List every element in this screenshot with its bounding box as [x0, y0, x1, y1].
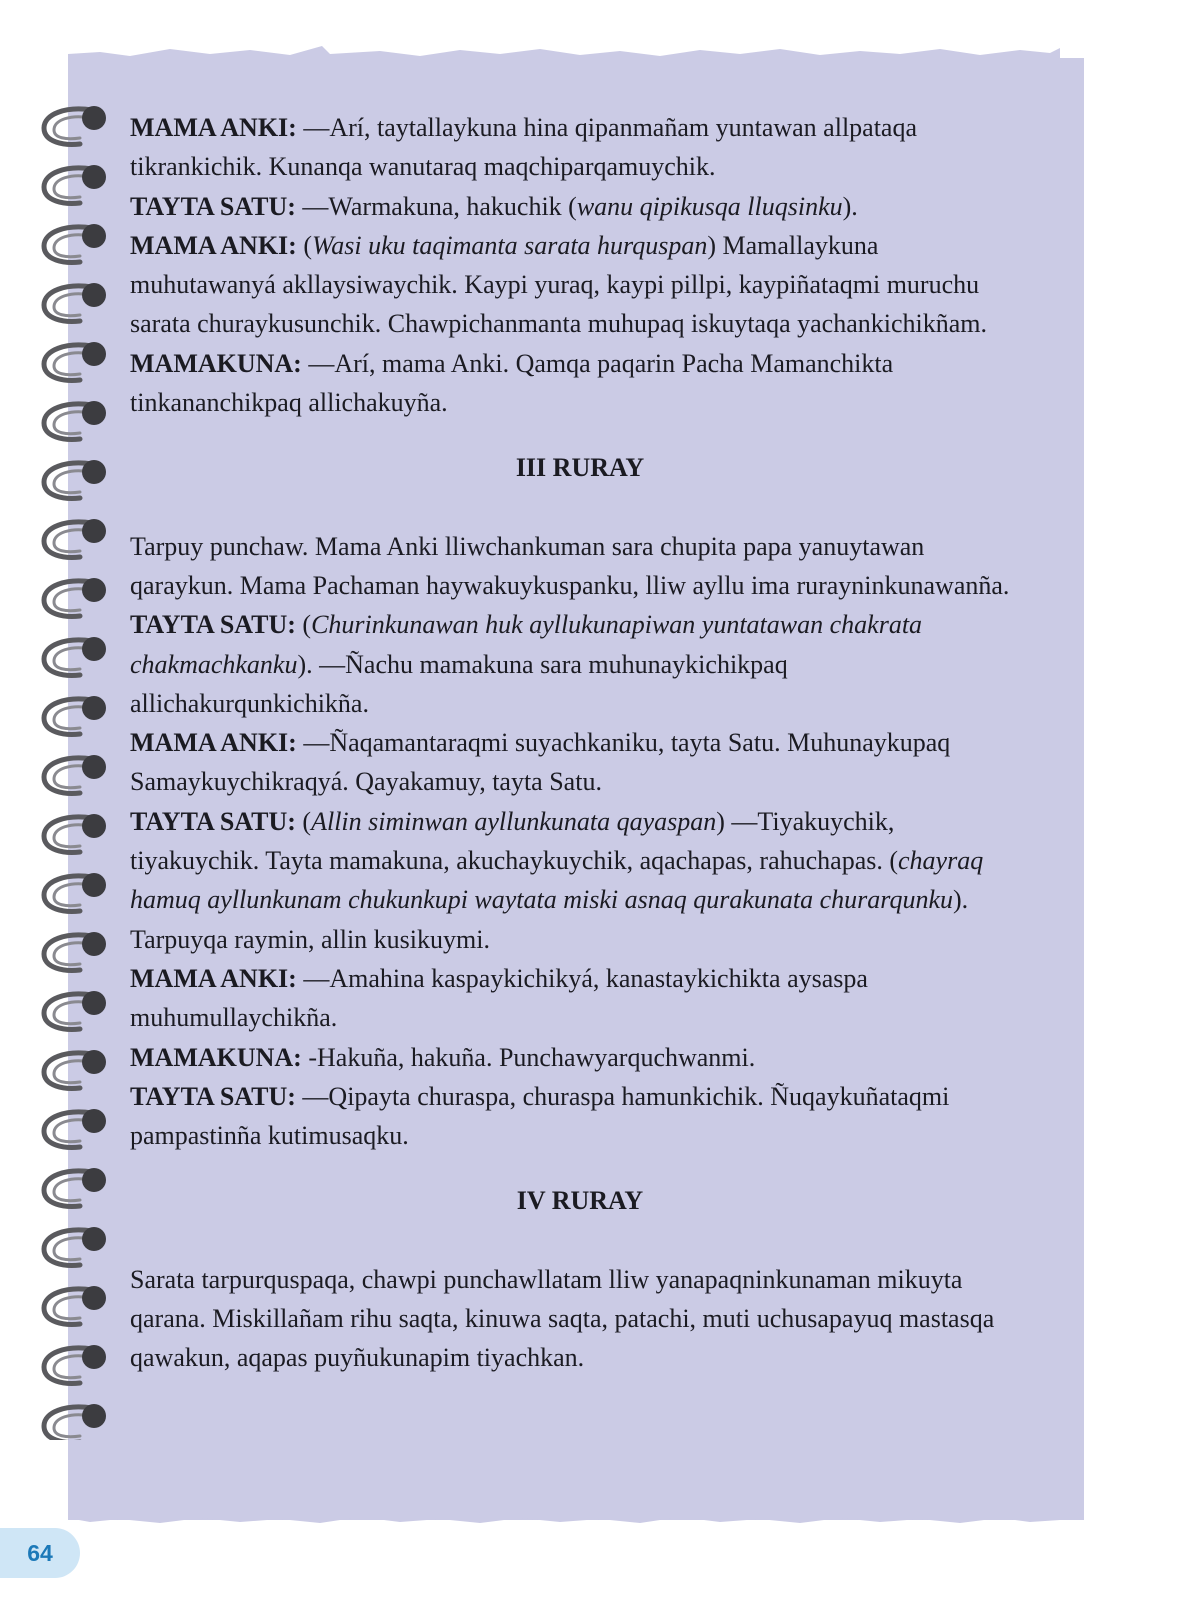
stage-direction: Tarpuy punchaw. Mama Anki lliwchankuman sara chupita papa yanuytawan qaraykun. Mama Pachaman haywakuykuspanku, lliw ayllu ima rurayninkunawanña. — [130, 531, 1010, 600]
dialogue-line — [130, 226, 1030, 344]
spiral-ring-icon — [44, 342, 106, 380]
dialogue-line — [130, 959, 1030, 1038]
spiral-ring-icon — [44, 1227, 106, 1265]
dialogue-text: ( — [296, 230, 312, 260]
stage-note: Churinkunawan huk ayllukunapiwan yuntatawan chakrata chakmachkanku — [130, 610, 923, 679]
dialogue-text: ( — [295, 806, 312, 836]
spiral-ring-icon — [44, 873, 106, 911]
speaker-name: MAMAKUNA: — [130, 1042, 302, 1072]
dialogue-line — [130, 344, 1030, 423]
speaker-name: MAMA ANKI: — [130, 963, 297, 993]
dialogue-line — [130, 802, 1030, 959]
spiral-binding — [36, 100, 116, 1440]
spiral-ring-icon — [44, 106, 106, 144]
spiral-ring-icon — [44, 1404, 106, 1440]
dialogue-text: —Ñaqamantaraqmi suyachkaniku, tayta Satu. Muhunaykupaq Samaykuychikraqyá. Qayakamuy, tayta Satu. — [130, 728, 951, 797]
dialogue-text: —Arí, mama Anki. Qamqa paqarin Pacha Mamanchikta tinkananchikpaq allichakuyña. — [130, 348, 894, 418]
dialogue-text: -Hakuña, hakuña. Punchawyarquchwanmi. — [301, 1042, 756, 1072]
page-number: 64 — [0, 1528, 80, 1578]
stage-note: chayraq hamuq ayllunkunam chukunkupi waytata miski asnaq qurakunata churarqunku — [130, 846, 984, 915]
spiral-ring-icon — [44, 1168, 106, 1206]
stage-note: Allin siminwan ayllunkunata qayaspan — [311, 806, 717, 836]
speaker-name: TAYTA SATU: — [130, 1081, 296, 1111]
spiral-ring-icon — [44, 755, 106, 793]
torn-bottom-edge — [60, 1500, 1070, 1530]
speaker-name: MAMA ANKI: — [130, 728, 297, 758]
spiral-ring-icon — [44, 932, 106, 970]
dialogue-line — [130, 1038, 1030, 1077]
spiral-ring-icon — [44, 1050, 106, 1088]
dialogue-line — [130, 1077, 1030, 1156]
spiral-ring-icon — [44, 401, 106, 439]
spiral-ring-icon — [44, 224, 106, 262]
speaker-name: TAYTA SATU: — [130, 610, 296, 640]
spiral-ring-icon — [44, 165, 106, 203]
spiral-ring-icon — [44, 1109, 106, 1147]
dialogue-block-2 — [130, 605, 1030, 1155]
dialogue-text: ). — [842, 191, 858, 221]
script-text — [130, 108, 1030, 1378]
spiral-ring-icon — [44, 814, 106, 852]
section-heading-iv: IV RURAY — [516, 1186, 644, 1216]
dialogue-text: —Amahina kaspaykichikyá, kanastaykichikta aysaspa muhumullaychikña. — [130, 963, 868, 1033]
dialogue-block-1 — [130, 108, 1030, 422]
stage-direction: Sarata tarpurquspaqa, chawpi punchawllatam lliw yanapaqninkunaman mikuyta qarana. Miskillañam rihu saqta, kinuwa saqta, patachi, muti uchusapayuq mastasqa qawakun, aqapas puyñukunapim tiyachkan. — [130, 1264, 995, 1373]
spiral-ring-icon — [44, 991, 106, 1029]
stage-note: wanu qipikusqa lluqsinku — [576, 191, 843, 221]
spiral-ring-icon — [44, 696, 106, 734]
dialogue-line — [130, 187, 1030, 226]
dialogue-text: ) —Tiyakuychik, tiyakuychik. Tayta mamakuna, akuchaykuychik, aqachapas, rahuchapas. ( — [130, 806, 899, 876]
dialogue-line — [130, 605, 1030, 723]
section-heading-iii: III RURAY — [515, 453, 645, 483]
dialogue-text: ). Tarpuyqa raymin, allin kusikuymi. — [130, 885, 969, 954]
dialogue-line — [130, 723, 1030, 802]
spiral-ring-icon — [44, 1286, 106, 1324]
dialogue-text: —Warmakuna, hakuchik ( — [295, 191, 577, 221]
dialogue-line — [130, 108, 1030, 187]
spiral-ring-icon — [44, 283, 106, 321]
stage-note: Wasi uku taqimanta sarata hurquspan — [312, 230, 708, 260]
speaker-name: MAMA ANKI: — [130, 230, 297, 260]
spiral-ring-icon — [44, 1345, 106, 1383]
spiral-ring-icon — [44, 460, 106, 498]
speaker-name: MAMA ANKI: — [130, 113, 297, 142]
spiral-ring-icon — [44, 519, 106, 557]
speaker-name: MAMAKUNA: — [130, 348, 302, 378]
dialogue-text: ) Mamallaykuna muhutawanyá akllaysiwaychik. Kaypi yuraq, kaypi pillpi, kaypiñataqmi muruchu sarata churaykusunchik. Chawpichanmanta muhupaq iskuytaqa yachankichikñam. — [130, 230, 988, 339]
dialogue-text: —Arí, taytallaykuna hina qipanmañam yuntawan allpataqa tikrankichik. Kunanqa wanutaraq maqchiparqamuychik. — [130, 113, 918, 182]
speaker-name: TAYTA SATU: — [130, 191, 296, 221]
dialogue-text: ( — [295, 610, 312, 640]
spiral-ring-icon — [44, 578, 106, 616]
dialogue-text: ). —Ñachu mamakuna sara muhunaykichikpaq allichakurqunkichikña. — [130, 649, 788, 718]
spiral-ring-icon — [44, 637, 106, 675]
dialogue-text: —Qipayta churaspa, churaspa hamunkichik. Ñuqaykuñataqmi pampastinña kutimusaqku. — [130, 1081, 950, 1151]
speaker-name: TAYTA SATU: — [130, 806, 296, 836]
